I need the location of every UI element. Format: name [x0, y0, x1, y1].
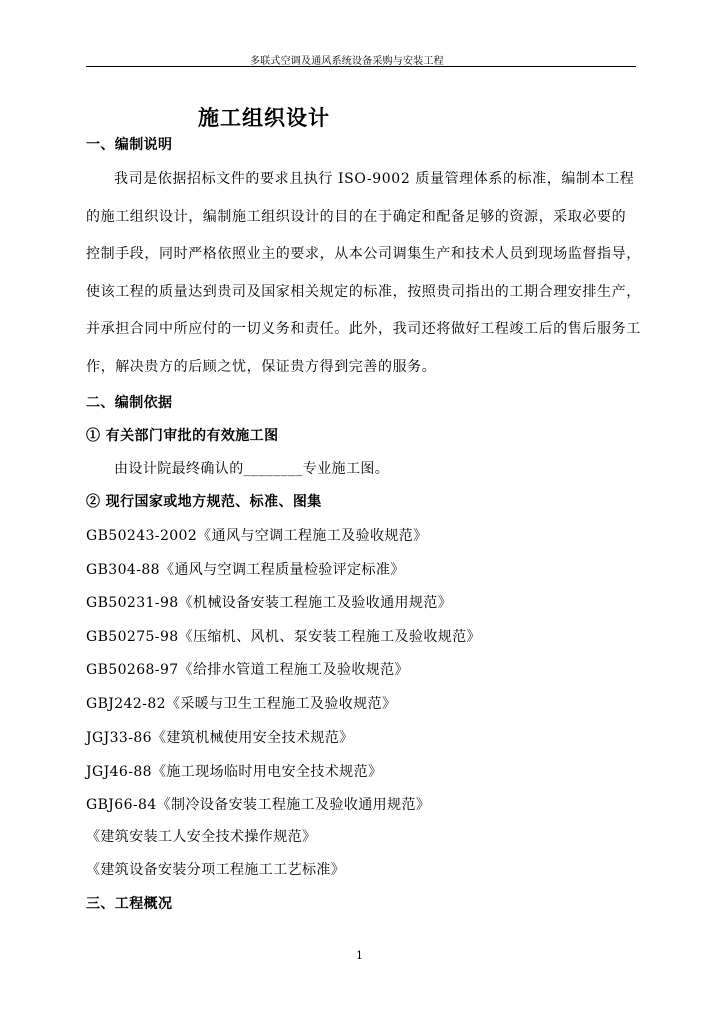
standard-item: GBJ242-82《采暖与卫生工程施工及验收规范》	[86, 696, 397, 712]
section-2-heading: 二、编制依据	[86, 395, 173, 411]
running-header: 多联式空调及通风系统设备采购与安装工程	[250, 56, 444, 67]
section-1-heading: 一、编制说明	[86, 137, 173, 153]
subsection-1-text: 由设计院最终确认的________专业施工图。	[114, 461, 390, 477]
document-title: 施工组织设计	[198, 105, 330, 130]
page-number: 1	[356, 949, 363, 962]
paragraph-line: 并承担合同中所应付的一切义务和责任。此外，我司还将做好工程竣工后的售后服务工	[86, 321, 641, 337]
standard-item: GBJ66-84《制冷设备安装工程施工及验收通用规范》	[86, 797, 431, 813]
standard-item: 《建筑设备安装分项工程施工工艺标准》	[86, 862, 346, 878]
standard-item: 《建筑安装工人安全技术操作规范》	[86, 829, 317, 845]
paragraph-line: 作，解决贵方的后顾之忧，保证贵方得到完善的服务。	[86, 359, 437, 375]
standard-item: GB50231-98《机械设备安装工程施工及验收通用规范》	[86, 595, 453, 611]
paragraph-line: 我司是依据招标文件的要求且执行 ISO-9002 质量管理体系的标准，编制本工程	[114, 171, 635, 187]
subsection-1-heading: ① 有关部门审批的有效施工图	[86, 428, 279, 444]
standard-item: GB50275-98《压缩机、风机、泵安装工程施工及验收规范》	[86, 629, 481, 645]
section-3-heading: 三、工程概况	[86, 896, 173, 912]
paragraph-line: 的施工组织设计，编制施工组织设计的目的在于确定和配备足够的资源，采取必要的	[86, 209, 627, 225]
paragraph-line: 控制手段，同时严格依照业主的要求，从本公司调集生产和技术人员到现场监督指导，	[86, 246, 641, 262]
standard-item: GB50268-97《给排水管道工程施工及验收规范》	[86, 662, 409, 678]
header-rule	[86, 66, 636, 67]
standard-item: GB304-88《通风与空调工程质量检验评定标准》	[86, 562, 405, 578]
paragraph-line: 使该工程的质量达到贵司及国家相关规定的标准，按照贵司指出的工期合理安排生产，	[86, 284, 641, 300]
standard-item: GB50243-2002《通风与空调工程施工及验收规范》	[86, 528, 428, 544]
standard-item: JGJ46-88《施工现场临时用电安全技术规范》	[86, 764, 383, 780]
subsection-2-heading: ② 现行国家或地方规范、标准、图集	[86, 494, 322, 510]
standard-item: JGJ33-86《建筑机械使用安全技术规范》	[86, 730, 354, 746]
